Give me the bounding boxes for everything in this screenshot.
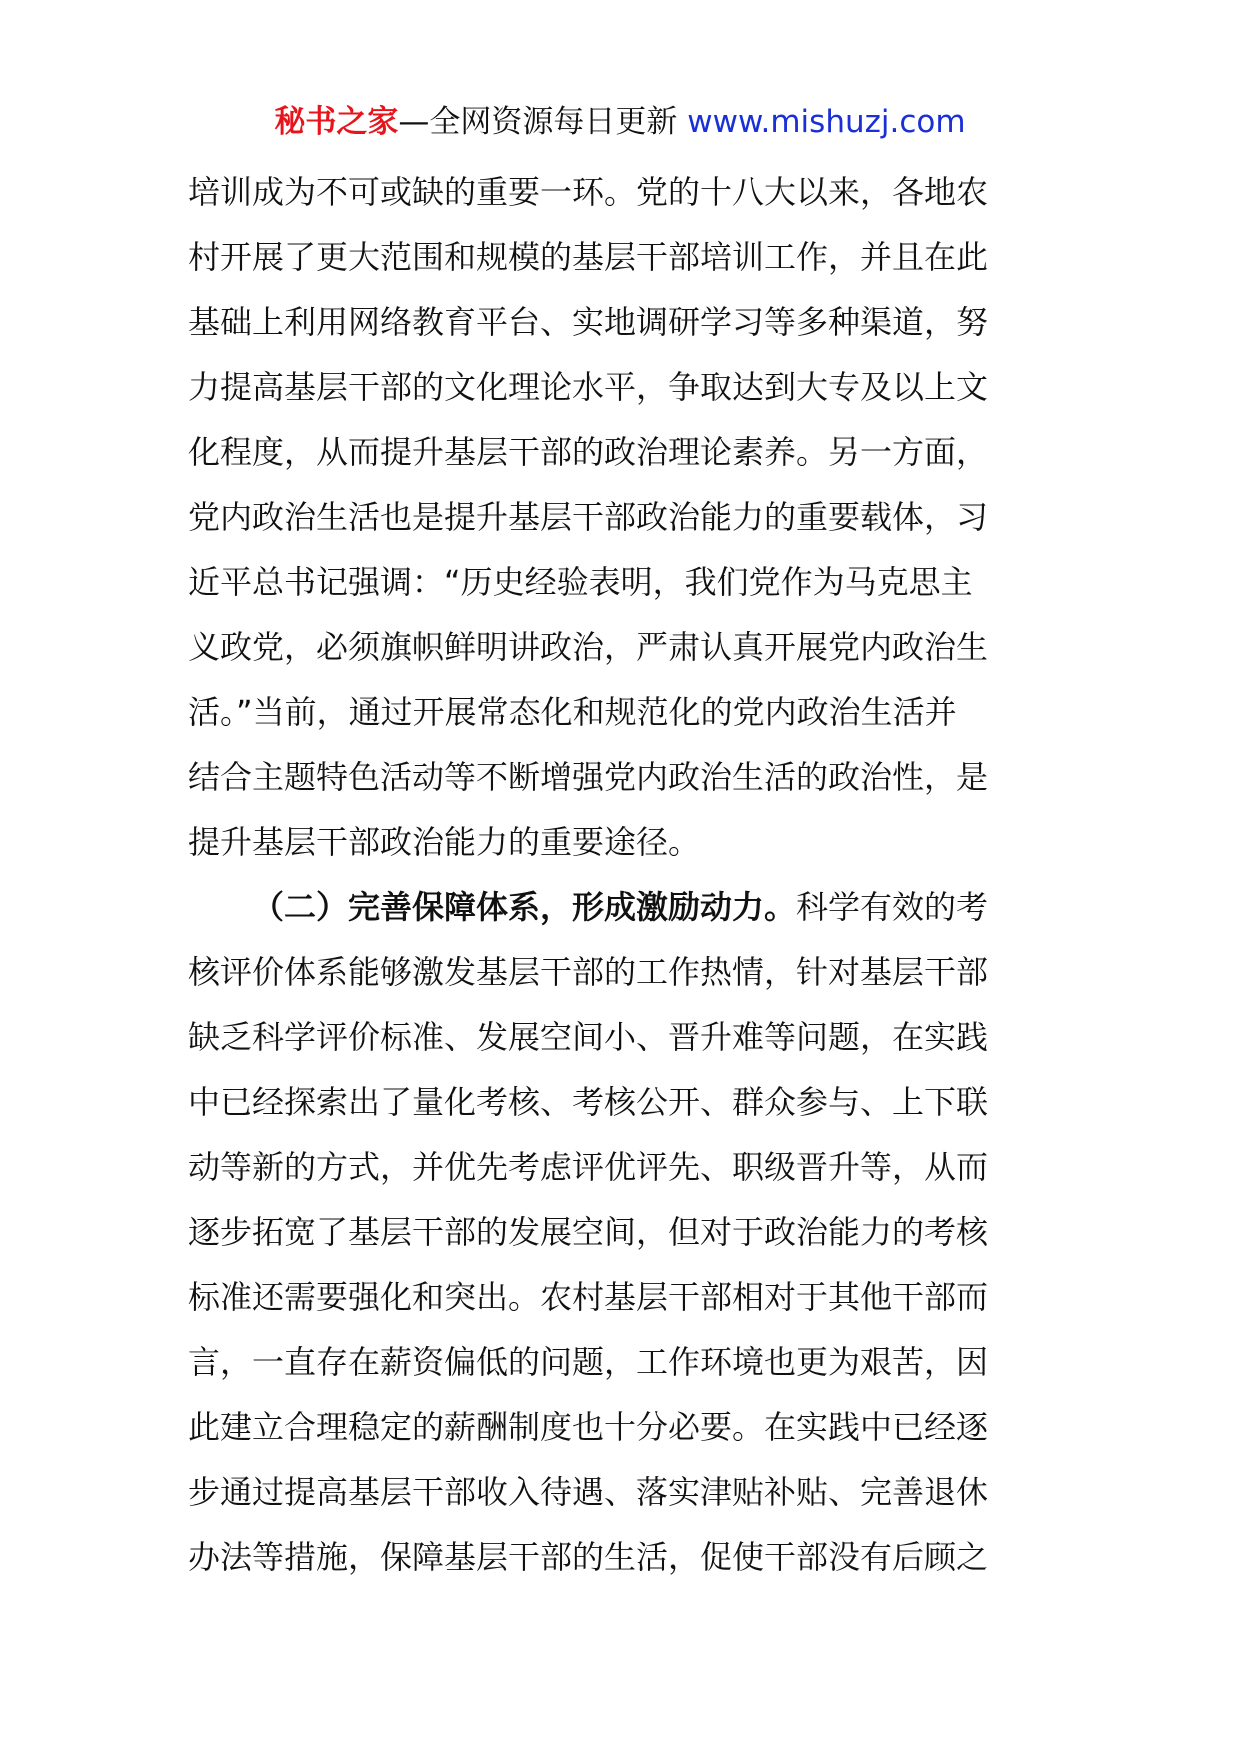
text-line: 培训成为不可或缺的重要一环。党的十八大以来，各地农 <box>188 173 989 211</box>
text-line: 村开展了更大范围和规模的基层干部培训工作，并且在此 <box>188 238 989 276</box>
text-line: 力提高基层干部的文化理论水平，争取达到大专及以上文 <box>188 368 989 406</box>
text-line: 标准还需要强化和突出。农村基层干部相对于其他干部而 <box>188 1278 989 1316</box>
text-line: 结合主题特色活动等不断增强党内政治生活的政治性，是 <box>188 758 989 796</box>
paragraph-2-first-line <box>188 875 1028 940</box>
text-line: 提升基层干部政治能力的重要途径。 <box>188 823 701 861</box>
text-line: 此建立合理稳定的薪酬制度也十分必要。在实践中已经逐 <box>188 1408 989 1446</box>
text-line: 中已经探索出了量化考核、考核公开、群众参与、上下联 <box>188 1083 989 1121</box>
text-line: 动等新的方式，并优先考虑评优评先、职级晋升等，从而 <box>188 1148 989 1186</box>
site-url-link[interactable]: www.mishuzj.com <box>687 104 966 140</box>
text-line: 逐步拓宽了基层干部的发展空间，但对于政治能力的考核 <box>188 1213 989 1251</box>
text-line: 言，一直存在薪资偏低的问题，工作环境也更为艰苦，因 <box>188 1343 989 1381</box>
paragraph-2 <box>188 875 1028 1590</box>
text-line: 基础上利用网络教育平台、实地调研学习等多种渠道，努 <box>188 303 989 341</box>
header-slogan: —全网资源每日更新 <box>398 104 678 140</box>
text-line: 缺乏科学评价标准、发展空间小、晋升难等问题，在实践 <box>188 1018 989 1056</box>
paragraph-1 <box>188 160 1028 875</box>
brand-name: 秘书之家 <box>274 104 399 140</box>
section-heading: （二）完善保障体系，形成激励动力。 <box>252 888 797 926</box>
text-line: 活。”当前，通过开展常态化和规范化的党内政治生活并 <box>188 693 957 731</box>
heading-line-rest: 科学有效的考 <box>796 888 989 926</box>
text-line: 化程度，从而提升基层干部的政治理论素养。另一方面， <box>188 433 989 471</box>
text-line: 办法等措施，保障基层干部的生活，促使干部没有后顾之 <box>188 1538 989 1576</box>
text-line: 核评价体系能够激发基层干部的工作热情，针对基层干部 <box>188 953 989 991</box>
document-body <box>188 160 1028 1590</box>
text-line: 党内政治生活也是提升基层干部政治能力的重要载体，习 <box>188 498 989 536</box>
text-line: 义政党，必须旗帜鲜明讲政治，严肃认真开展党内政治生 <box>188 628 989 666</box>
site-header <box>0 100 1240 144</box>
text-line: 步通过提高基层干部收入待遇、落实津贴补贴、完善退休 <box>188 1473 989 1511</box>
text-line: 近平总书记强调：“历史经验表明，我们党作为马克思主 <box>188 563 973 601</box>
